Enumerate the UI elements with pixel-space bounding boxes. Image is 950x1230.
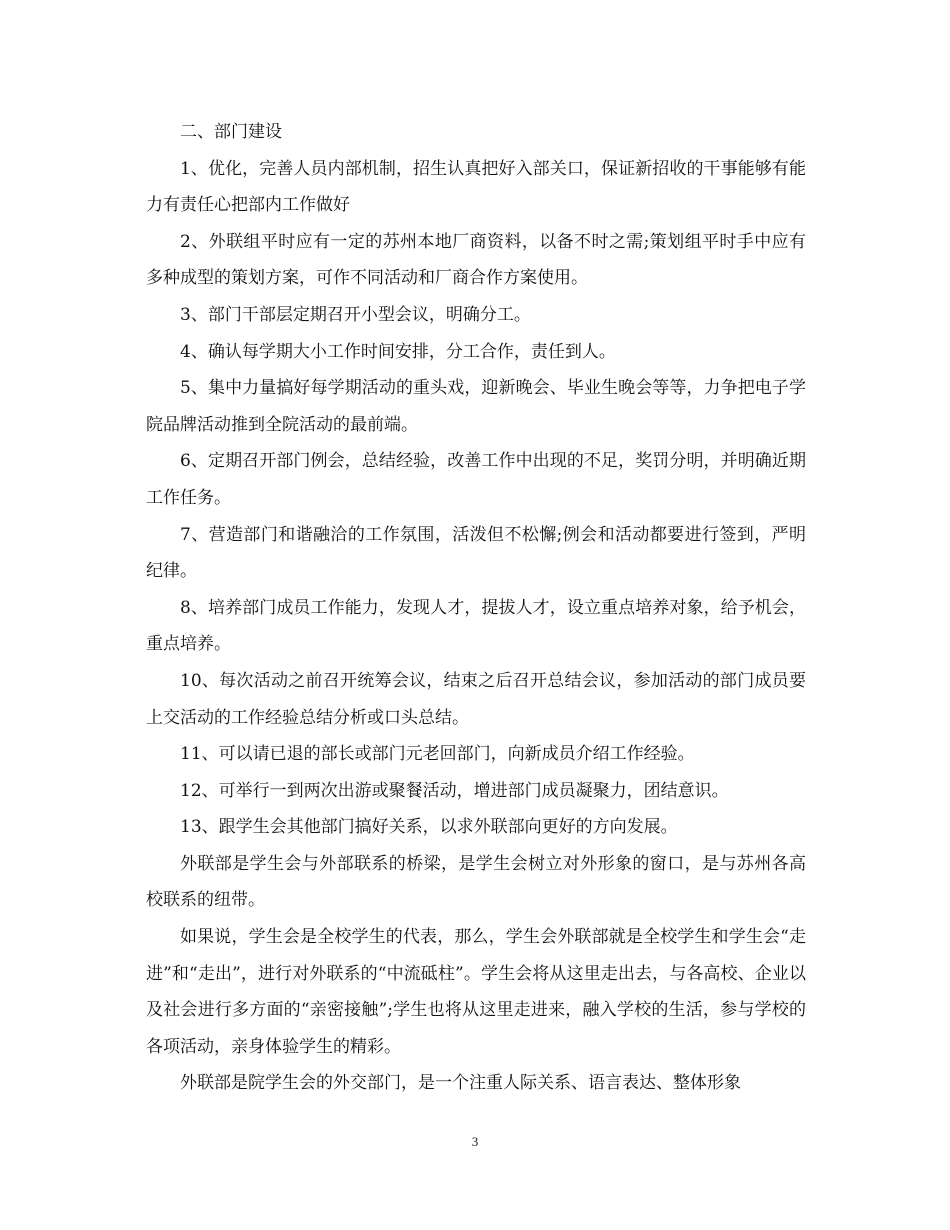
page-number: 3	[471, 1134, 479, 1149]
paragraph: 13、跟学生会其他部门搞好关系，以求外联部向更好的方向发展。	[180, 817, 678, 838]
paragraph: 10、每次活动之前召开统筹会议，结束之后召开总结会议，参加活动的部门成员要上交活动的工作经验总结分析或口头总结。	[146, 670, 806, 728]
document-body	[146, 114, 806, 1102]
paragraph: 11、可以请已退的部长或部门元老回部门，向新成员介绍工作经验。	[180, 744, 695, 765]
paragraph: 7、营造部门和谐融洽的工作氛围，活泼但不松懈;例会和活动都要进行签到，严明纪律。	[146, 524, 806, 582]
paragraph: 外联部是院学生会的外交部门，是一个注重人际关系、语言表达、整体形象	[180, 1073, 741, 1094]
paragraph: 外联部是学生会与外部联系的桥梁，是学生会树立对外形象的窗口，是与苏州各高校联系的纽带。	[146, 853, 806, 911]
paragraph: 4、确认每学期大小工作时间安排，分工合作，责任到人。	[180, 341, 616, 362]
paragraph: 5、集中力量搞好每学期活动的重头戏，迎新晚会、毕业生晚会等等，力争把电子学院品牌活动推到全院活动的最前端。	[146, 378, 806, 435]
paragraph: 1、优化，完善人员内部机制，招生认真把好入部关口，保证新招收的干事能够有能力有责任心把部内工作做好	[146, 158, 806, 216]
paragraph: 12、可举行一到两次出游或聚餐活动，增进部门成员凝聚力，团结意识。	[180, 780, 729, 801]
paragraph: 6、定期召开部门例会，总结经验，改善工作中出现的不足，奖罚分明，并明确近期工作任务。	[146, 451, 806, 508]
paragraph: 如果说，学生会是全校学生的代表，那么，学生会外联部就是全校学生和学生会“走进”和“走出”，进行对外联系的“中流砥柱”。学生会将从这里走出去，与各高校、企业以及社会进行多方面的“亲密接触”;学生也将从这里走进来，融入学校的生活，参与学校的各项活动，亲身体验学生的精彩。	[146, 927, 806, 1057]
paragraph: 8、培养部门成员工作能力，发现人才，提拔人才，设立重点培养对象，给予机会，重点培养。	[146, 597, 806, 655]
section-heading: 二、部门建设	[180, 122, 282, 142]
paragraph: 3、部门干部层定期召开小型会议，明确分工。	[180, 304, 531, 325]
paragraph: 2、外联组平时应有一定的苏州本地厂商资料，以备不时之需;策划组平时手中应有多种成型的策划方案，可作不同活动和厂商合作方案使用。	[146, 231, 806, 289]
